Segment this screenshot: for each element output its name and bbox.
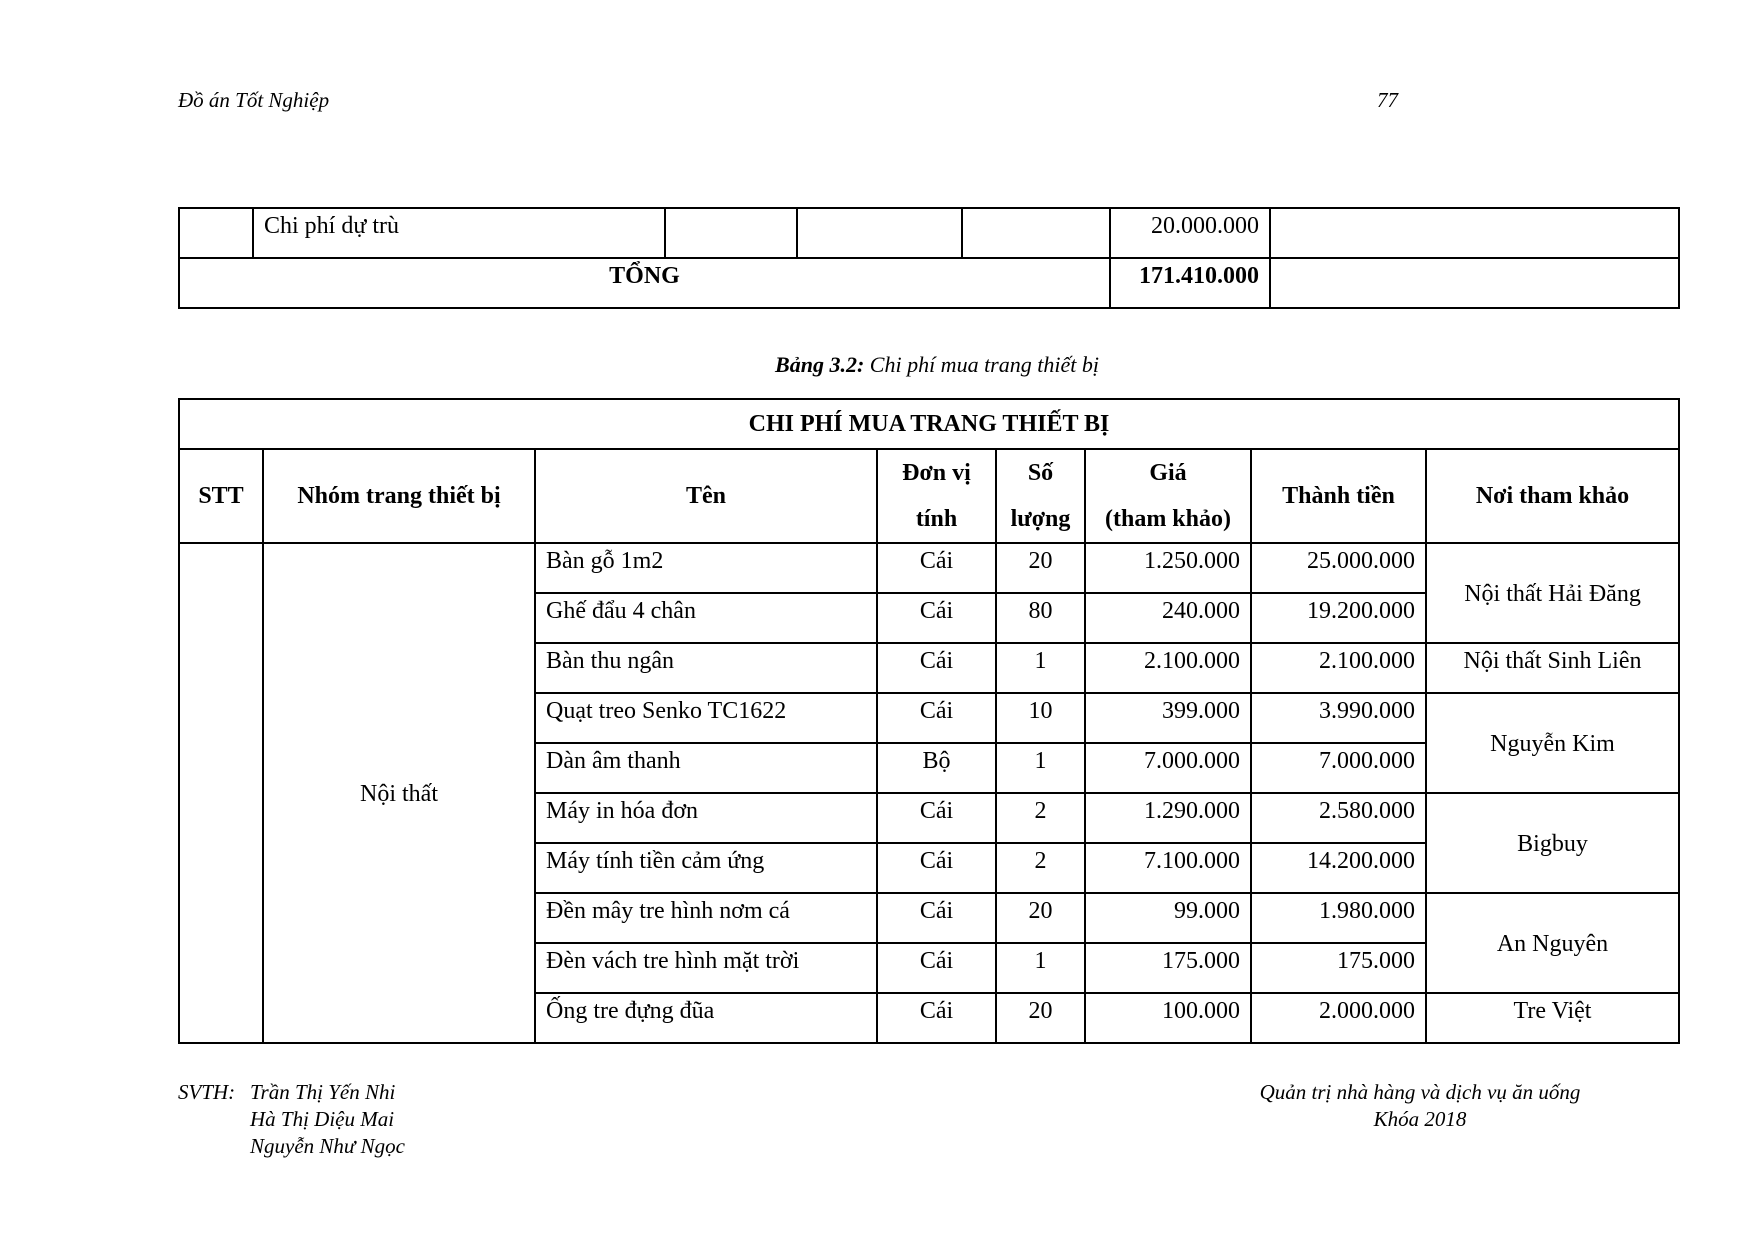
table-title-row: [179, 399, 1679, 449]
table-row: [179, 543, 1679, 593]
item-name: Đèn vách tre hình mặt trời: [535, 943, 877, 993]
header-unit-line1: Đơn vị: [902, 460, 971, 486]
footer-students: [178, 1079, 405, 1160]
item-total: 25.000.000: [1251, 543, 1426, 593]
item-total: 14.200.000: [1251, 843, 1426, 893]
page-number: 77: [1377, 88, 1398, 112]
footer-course: Khóa 2018: [1373, 1107, 1467, 1131]
item-unit: Cái: [877, 893, 996, 943]
table-cell: [665, 208, 797, 258]
student-name: Nguyễn Như Ngọc: [250, 1134, 405, 1158]
item-source: Bigbuy: [1426, 793, 1679, 893]
table-cell: [1270, 208, 1679, 258]
table-cell: [797, 208, 962, 258]
header-unit: [877, 449, 996, 543]
item-qty: 10: [996, 693, 1085, 743]
table-cell: [179, 208, 253, 258]
item-unit: Cái: [877, 643, 996, 693]
item-total: 2.000.000: [1251, 993, 1426, 1043]
item-name: Quạt treo Senko TC1622: [535, 693, 877, 743]
item-price: 1.290.000: [1085, 793, 1251, 843]
table-cell: [962, 208, 1110, 258]
item-name: Ống tre đựng đũa: [535, 993, 877, 1043]
item-price: 240.000: [1085, 593, 1251, 643]
header-qty-line2: lượng: [1010, 506, 1071, 532]
header-total: Thành tiền: [1251, 449, 1426, 543]
header-price-line1: Giá: [1149, 460, 1187, 486]
caption-text: Chi phí mua trang thiết bị: [864, 352, 1099, 377]
item-unit: Cái: [877, 593, 996, 643]
footer-course-info: [1230, 1079, 1610, 1133]
footer-major: Quản trị nhà hàng và dịch vụ ăn uống: [1259, 1080, 1581, 1104]
item-qty: 1: [996, 743, 1085, 793]
item-total: 2.580.000: [1251, 793, 1426, 843]
item-total: 19.200.000: [1251, 593, 1426, 643]
item-name: Bàn gỗ 1m2: [535, 543, 877, 593]
header-price: [1085, 449, 1251, 543]
student-name: Trần Thị Yến Nhi: [250, 1080, 396, 1104]
item-unit: Cái: [877, 693, 996, 743]
table-title: CHI PHÍ MUA TRANG THIẾT BỊ: [179, 399, 1679, 449]
row-amount: 20.000.000: [1110, 208, 1270, 258]
item-price: 100.000: [1085, 993, 1251, 1043]
header-qty: [996, 449, 1085, 543]
item-qty: 20: [996, 893, 1085, 943]
item-unit: Cái: [877, 543, 996, 593]
item-name: Máy tính tiền cảm ứng: [535, 843, 877, 893]
item-price: 2.100.000: [1085, 643, 1251, 693]
header-source: Nơi tham khảo: [1426, 449, 1679, 543]
table-caption: [0, 352, 1754, 378]
header-name: Tên: [535, 449, 877, 543]
item-unit: Cái: [877, 793, 996, 843]
row-name: Chi phí dự trù: [253, 208, 665, 258]
item-total: 1.980.000: [1251, 893, 1426, 943]
item-total: 3.990.000: [1251, 693, 1426, 743]
item-price: 175.000: [1085, 943, 1251, 993]
student-name: Hà Thị Diệu Mai: [250, 1107, 395, 1131]
item-qty: 2: [996, 843, 1085, 893]
footer-label: SVTH:: [178, 1080, 236, 1104]
header-title: Đồ án Tốt Nghiệp: [178, 88, 330, 112]
stt-cell: [179, 543, 263, 1043]
item-total: 2.100.000: [1251, 643, 1426, 693]
table-header-row: [179, 449, 1679, 543]
item-name: Bàn thu ngân: [535, 643, 877, 693]
item-price: 7.100.000: [1085, 843, 1251, 893]
item-unit: Bộ: [877, 743, 996, 793]
item-name: Đền mây tre hình nơm cá: [535, 893, 877, 943]
header-price-line2: (tham khảo): [1104, 506, 1231, 532]
table-row: [179, 208, 1679, 258]
item-qty: 2: [996, 793, 1085, 843]
header-qty-line1: Số: [1027, 460, 1054, 486]
header-stt: STT: [179, 449, 263, 543]
item-name: Dàn âm thanh: [535, 743, 877, 793]
equipment-cost-table: [178, 398, 1680, 1044]
item-unit: Cái: [877, 943, 996, 993]
item-price: 399.000: [1085, 693, 1251, 743]
item-source: Nguyễn Kim: [1426, 693, 1679, 793]
item-price: 7.000.000: [1085, 743, 1251, 793]
header-group: Nhóm trang thiết bị: [263, 449, 535, 543]
item-source: An Nguyên: [1426, 893, 1679, 993]
total-amount: 171.410.000: [1110, 258, 1270, 308]
cost-summary-table: [178, 207, 1680, 309]
item-total: 7.000.000: [1251, 743, 1426, 793]
item-price: 1.250.000: [1085, 543, 1251, 593]
table-cell: [1270, 258, 1679, 308]
header-unit-line2: tính: [915, 506, 958, 532]
item-qty: 20: [996, 993, 1085, 1043]
caption-label: Bảng 3.2:: [775, 352, 865, 377]
total-row: [179, 258, 1679, 308]
item-total: 175.000: [1251, 943, 1426, 993]
item-qty: 1: [996, 943, 1085, 993]
item-qty: 80: [996, 593, 1085, 643]
item-name: Máy in hóa đơn: [535, 793, 877, 843]
item-qty: 1: [996, 643, 1085, 693]
total-label: TỔNG: [179, 258, 1110, 308]
item-name: Ghế đẩu 4 chân: [535, 593, 877, 643]
item-source: Nội thất Sinh Liên: [1426, 643, 1679, 693]
group-cell: Nội thất: [263, 543, 535, 1043]
item-source: Tre Việt: [1426, 993, 1679, 1043]
item-unit: Cái: [877, 993, 996, 1043]
item-source: Nội thất Hải Đăng: [1426, 543, 1679, 643]
item-unit: Cái: [877, 843, 996, 893]
item-price: 99.000: [1085, 893, 1251, 943]
item-qty: 20: [996, 543, 1085, 593]
